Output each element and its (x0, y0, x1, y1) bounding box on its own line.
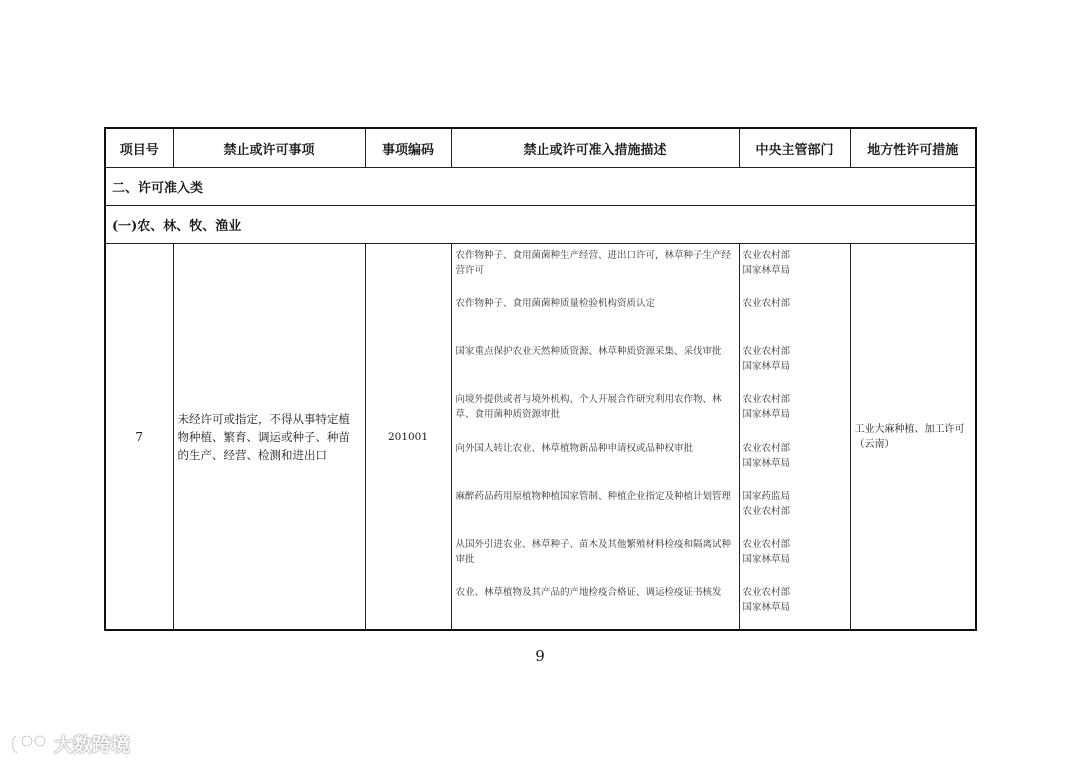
departments-list (740, 244, 850, 629)
section-row (105, 168, 976, 206)
measure-department: 农业农村部 国家林草局 (742, 442, 791, 469)
measures-cell (451, 244, 739, 631)
brand-logo-icon (10, 732, 50, 756)
section-title: 二、许可准入类 (105, 168, 976, 206)
header-item-number: 项目号 (105, 128, 173, 168)
header-row (105, 128, 976, 168)
header-item: 禁止或许可事项 (173, 128, 365, 168)
measure-description: 向外国人转让农业、林草植物新品种申请权或品种权审批 (455, 442, 694, 454)
watermark (10, 730, 130, 757)
item-code: 201001 (365, 244, 451, 631)
measure-department: 农业农村部 国家林草局 (742, 538, 791, 565)
item-description: 未经许可或指定，不得从事特定植物种植、繁育、调运或种子、种苗的生产、经营、检测和进出口 (173, 244, 365, 631)
measure-department: 农业农村部 国家林草局 (742, 346, 791, 373)
admission-table (104, 127, 977, 631)
measure-department: 农业农村部 国家林草局 (742, 250, 791, 276)
measure-department: 农业农村部 国家林草局 (742, 586, 791, 613)
measure-department: 农业农村部 (742, 298, 791, 310)
measures-list (452, 244, 739, 629)
page-number: 9 (535, 647, 545, 665)
departments-cell (739, 244, 850, 631)
measure-description: 从国外引进农业、林草种子、苗木及其他繁殖材料检疫和隔离试种审批 (455, 538, 732, 565)
subsection-row (105, 206, 976, 244)
header-local-measures: 地方性许可措施 (850, 128, 976, 168)
local-measure: 工业大麻种植、加工许可（云南） (850, 244, 976, 631)
measure-description: 向境外提供或者与境外机构、个人开展合作研究利用农作物、林草、食用菌种质资源审批 (455, 394, 722, 421)
item-number: 7 (105, 244, 173, 631)
header-measures: 禁止或许可准入措施描述 (451, 128, 739, 168)
measure-description: 农作物种子、食用菌菌种生产经营、进出口许可，林草种子生产经营许可 (455, 250, 732, 276)
measure-department: 国家药监局 农业农村部 (742, 490, 791, 517)
measure-department: 农业农村部 国家林草局 (742, 394, 791, 421)
measure-description: 农作物种子、食用菌菌种质量检验机构资质认定 (455, 298, 656, 310)
header-code: 事项编码 (365, 128, 451, 168)
measure-description: 国家重点保护农业天然种质资源、林草种质资源采集、采伐审批 (455, 346, 722, 358)
subsection-title: (一)农、林、牧、渔业 (105, 206, 976, 244)
table-row (105, 244, 976, 631)
measure-description: 麻醉药品药用原植物种植国家管制、种植企业指定及种植计划管理 (455, 490, 732, 502)
watermark-text: 大数跨境 (54, 734, 131, 756)
header-department: 中央主管部门 (739, 128, 850, 168)
measure-description: 农业、林草植物及其产品的产地检疫合格证、调运检疫证书核发 (455, 586, 722, 598)
